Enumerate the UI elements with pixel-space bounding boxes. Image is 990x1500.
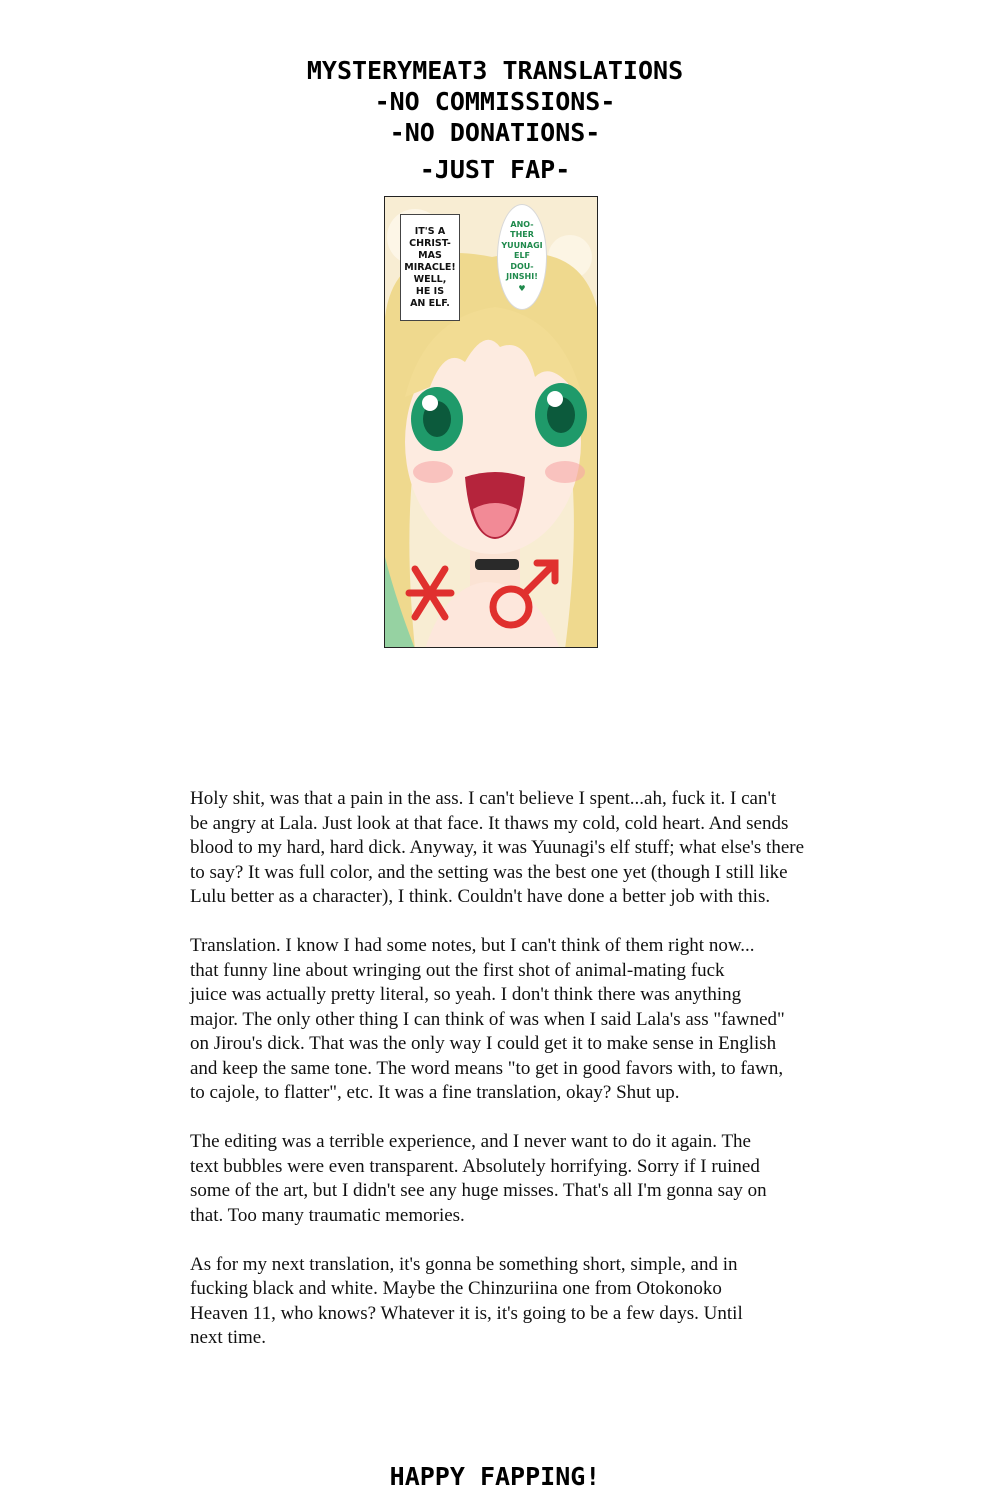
caption-box (400, 214, 460, 321)
caption-line: WELL, (413, 273, 447, 285)
notes-paragraph (190, 787, 890, 910)
notes-paragraph (190, 1130, 890, 1228)
caption-line: MAS (418, 249, 442, 261)
notes-line: juice was actually pretty literal, so yeah. I don't think there was anything (190, 984, 742, 1005)
notes-line: As for my next translation, it's gonna be something short, simple, and in (190, 1253, 738, 1275)
notes-line: Translation. I know I had some notes, but I can't think of them right now... (190, 935, 755, 956)
manga-panel-illustration (384, 196, 598, 648)
header-no-donations: -NO DONATIONS- (389, 118, 601, 147)
notes-line: text bubbles were even transparent. Absolutely horrifying. Sorry if I ruined (190, 1155, 760, 1177)
caption-line: AN ELF. (410, 297, 450, 309)
bubble-line: THER (510, 230, 534, 239)
speech-bubble (498, 205, 546, 309)
bubble-line: YUUNAGI (501, 240, 543, 250)
caption-line: IT'S A (414, 225, 446, 237)
notes-line: Holy shit, was that a pain in the ass. I can't believe I spent...ah, fuck it. I can't (190, 788, 777, 809)
notes-line: next time. (190, 1327, 266, 1348)
bubble-line: DOU- (510, 261, 534, 271)
notes-line: and keep the same tone. The word means "to get in good favors with, to fawn, (190, 1057, 784, 1079)
caption-line: CHRIST- (409, 237, 451, 249)
notes-line: Lulu better as a character), I think. Couldn't have done a better job with this. (190, 886, 771, 907)
notes-line: fucking black and white. Maybe the Chinzuriina one from Otokonoko (190, 1278, 722, 1299)
notes-line: some of the art, but I didn't see any huge misses. That's all I'm gonna say on (190, 1180, 767, 1201)
caption-line: HE IS (415, 285, 445, 297)
header-no-commissions: -NO COMMISSIONS- (374, 87, 616, 116)
bubble-line: JINSHI! (506, 272, 538, 281)
notes-line: that. Too many traumatic memories. (190, 1204, 465, 1226)
notes-line: be angry at Lala. Just look at that face. It thaws my cold, cold heart. And sends (190, 812, 789, 834)
notes-line: to say? It was full color, and the setting was the best one yet (though I still like (190, 861, 788, 883)
bubble-line: ANO- (510, 219, 534, 229)
notes-line: on Jirou's dick. That was the only way I could get it to make sense in English (190, 1033, 777, 1054)
caption-line: MIRACLE! (404, 261, 456, 273)
translator-notes (190, 787, 890, 1375)
header-title: MYSTERYMEAT3 TRANSLATIONS (306, 56, 684, 85)
notes-line: blood to my hard, hard dick. Anyway, it was Yuunagi's elf stuff; what else's there (190, 837, 805, 858)
notes-line: that funny line about wringing out the first shot of animal-mating fuck (190, 959, 725, 981)
footer-text: HAPPY FAPPING! (389, 1462, 601, 1491)
heart-icon: ♥ (518, 283, 526, 293)
notes-line: major. The only other thing I can think of was when I said Lala's ass "fawned" (190, 1008, 785, 1030)
notes-line: to cajole, to flatter", etc. It was a fine translation, okay? Shut up. (190, 1082, 680, 1103)
notes-line: The editing was a terrible experience, and I never want to do it again. The (190, 1131, 751, 1152)
notes-paragraph (190, 1253, 890, 1351)
bubble-line: ELF (513, 251, 531, 260)
notes-line: Heaven 11, who knows? Whatever it is, it's going to be a few days. Until (190, 1302, 743, 1324)
header-just-fap: -JUST FAP- (419, 155, 571, 184)
notes-paragraph (190, 934, 890, 1106)
